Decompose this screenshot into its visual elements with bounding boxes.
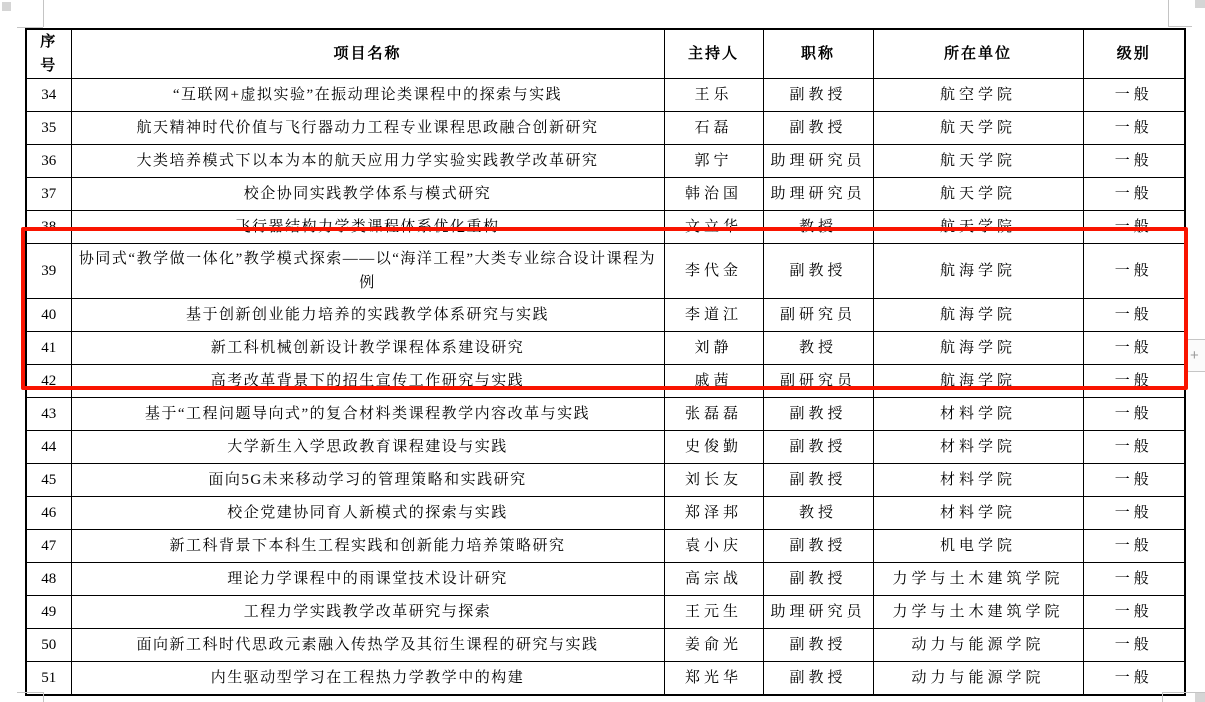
- header-host[interactable]: 主持人: [664, 29, 763, 79]
- cell-level[interactable]: 一般: [1083, 398, 1185, 431]
- cell-no[interactable]: 41: [26, 332, 71, 365]
- cell-host[interactable]: 王元生: [664, 596, 763, 629]
- cell-level[interactable]: 一般: [1083, 299, 1185, 332]
- margin-crop-mark: [43, 692, 44, 702]
- cell-no[interactable]: 44: [26, 431, 71, 464]
- cell-title[interactable]: 助理研究员: [763, 596, 873, 629]
- cell-project[interactable]: 高考改革背景下的招生宣传工作研究与实践: [71, 365, 664, 398]
- margin-crop-mark: [1162, 692, 1205, 693]
- cell-unit[interactable]: 材料学院: [873, 398, 1083, 431]
- cell-unit[interactable]: 航天学院: [873, 112, 1083, 145]
- cell-title[interactable]: 副教授: [763, 629, 873, 662]
- cell-project[interactable]: 校企协同实践教学体系与模式研究: [71, 178, 664, 211]
- cell-project[interactable]: 面向5G未来移动学习的管理策略和实践研究: [71, 464, 664, 497]
- cell-title[interactable]: 助理研究员: [763, 178, 873, 211]
- cell-unit[interactable]: 航海学院: [873, 244, 1083, 299]
- table-row: [26, 398, 1185, 431]
- cell-level[interactable]: 一般: [1083, 332, 1185, 365]
- cell-no[interactable]: 48: [26, 563, 71, 596]
- table-row: [26, 211, 1185, 244]
- cell-level[interactable]: 一般: [1083, 662, 1185, 695]
- cell-no[interactable]: 37: [26, 178, 71, 211]
- cell-level[interactable]: 一般: [1083, 145, 1185, 178]
- cell-no[interactable]: 42: [26, 365, 71, 398]
- cell-title[interactable]: 副研究员: [763, 365, 873, 398]
- page-corner-gap: [2, 2, 11, 11]
- cell-no[interactable]: 40: [26, 299, 71, 332]
- margin-crop-mark: [1168, 26, 1192, 27]
- cell-project[interactable]: 大学新生入学思政教育课程建设与实践: [71, 431, 664, 464]
- cell-no[interactable]: 46: [26, 497, 71, 530]
- cell-host[interactable]: 史俊勤: [664, 431, 763, 464]
- cell-host[interactable]: 郑泽邦: [664, 497, 763, 530]
- cell-host[interactable]: 高宗战: [664, 563, 763, 596]
- cell-project[interactable]: 新工科机械创新设计教学课程体系建设研究: [71, 332, 664, 365]
- cell-project[interactable]: 基于“工程问题导向式”的复合材料类课程教学内容改革与实践: [71, 398, 664, 431]
- cell-project[interactable]: 内生驱动型学习在工程热力学教学中的构建: [71, 662, 664, 695]
- table-row: [26, 244, 1185, 299]
- cell-unit[interactable]: 机电学院: [873, 530, 1083, 563]
- cell-host[interactable]: 袁小庆: [664, 530, 763, 563]
- cell-title[interactable]: 副教授: [763, 398, 873, 431]
- cell-host[interactable]: 戚茜: [664, 365, 763, 398]
- cell-host[interactable]: 刘长友: [664, 464, 763, 497]
- cell-project[interactable]: 基于创新创业能力培养的实践教学体系研究与实践: [71, 299, 664, 332]
- cell-level[interactable]: 一般: [1083, 365, 1185, 398]
- table-body: [26, 79, 1185, 695]
- cell-unit[interactable]: 航海学院: [873, 332, 1083, 365]
- cell-unit[interactable]: 材料学院: [873, 431, 1083, 464]
- cell-level[interactable]: 一般: [1083, 629, 1185, 662]
- cell-no[interactable]: 50: [26, 629, 71, 662]
- table-header-row: [26, 29, 1185, 79]
- header-level[interactable]: 级别: [1083, 29, 1185, 79]
- cell-level[interactable]: 一般: [1083, 178, 1185, 211]
- cell-unit[interactable]: 动力与能源学院: [873, 662, 1083, 695]
- table-row: [26, 629, 1185, 662]
- cell-title[interactable]: 教授: [763, 497, 873, 530]
- cell-host[interactable]: 李道江: [664, 299, 763, 332]
- cell-host[interactable]: 韩治国: [664, 178, 763, 211]
- cell-host[interactable]: 王乐: [664, 79, 763, 112]
- cell-no[interactable]: 51: [26, 662, 71, 695]
- cell-level[interactable]: 一般: [1083, 431, 1185, 464]
- margin-crop-mark: [17, 27, 43, 28]
- cell-host[interactable]: 石磊: [664, 112, 763, 145]
- cell-project[interactable]: 校企党建协同育人新模式的探索与实践: [71, 497, 664, 530]
- cell-no[interactable]: 35: [26, 112, 71, 145]
- cell-unit[interactable]: 航天学院: [873, 211, 1083, 244]
- cell-project[interactable]: 新工科背景下本科生工程实践和创新能力培养策略研究: [71, 530, 664, 563]
- cell-unit[interactable]: 力学与土木建筑学院: [873, 596, 1083, 629]
- cell-project[interactable]: 航天精神时代价值与飞行器动力工程专业课程思政融合创新研究: [71, 112, 664, 145]
- cell-title[interactable]: 副教授: [763, 563, 873, 596]
- cell-unit[interactable]: 航海学院: [873, 299, 1083, 332]
- table-row: [26, 530, 1185, 563]
- cell-title[interactable]: 副教授: [763, 431, 873, 464]
- cell-host[interactable]: 李代金: [664, 244, 763, 299]
- table-row: [26, 79, 1185, 112]
- table-row: [26, 365, 1185, 398]
- table-row: [26, 497, 1185, 530]
- margin-crop-mark: [1162, 692, 1163, 702]
- cell-unit[interactable]: 动力与能源学院: [873, 629, 1083, 662]
- cell-level[interactable]: 一般: [1083, 79, 1185, 112]
- cell-title[interactable]: 教授: [763, 332, 873, 365]
- projects-table: [25, 28, 1186, 696]
- cell-no[interactable]: 39: [26, 244, 71, 299]
- cell-host[interactable]: 郭宁: [664, 145, 763, 178]
- cell-unit[interactable]: 航天学院: [873, 178, 1083, 211]
- add-button[interactable]: [1185, 339, 1205, 372]
- header-unit[interactable]: 所在单位: [873, 29, 1083, 79]
- table-row: [26, 299, 1185, 332]
- cell-unit[interactable]: 力学与土木建筑学院: [873, 563, 1083, 596]
- cell-project[interactable]: “互联网+虚拟实验”在振动理论类课程中的探索与实践: [71, 79, 664, 112]
- cell-level[interactable]: 一般: [1083, 563, 1185, 596]
- cell-title[interactable]: 副研究员: [763, 299, 873, 332]
- cell-title[interactable]: 教授: [763, 211, 873, 244]
- table-row: [26, 596, 1185, 629]
- header-project-name[interactable]: 项目名称: [71, 29, 664, 79]
- cell-no[interactable]: 49: [26, 596, 71, 629]
- margin-crop-mark: [43, 0, 44, 27]
- cell-unit[interactable]: 航天学院: [873, 145, 1083, 178]
- cell-level[interactable]: 一般: [1083, 530, 1185, 563]
- cell-no[interactable]: 34: [26, 79, 71, 112]
- cell-no[interactable]: 47: [26, 530, 71, 563]
- plus-icon: +: [1190, 347, 1199, 364]
- cell-unit[interactable]: 航海学院: [873, 365, 1083, 398]
- cell-project[interactable]: 工程力学实践教学改革研究与探索: [71, 596, 664, 629]
- cell-level[interactable]: 一般: [1083, 211, 1185, 244]
- cell-project[interactable]: 协同式“教学做一体化”教学模式探索——以“海洋工程”大类专业综合设计课程为例: [71, 244, 664, 299]
- cell-host[interactable]: 刘静: [664, 332, 763, 365]
- cell-level[interactable]: 一般: [1083, 596, 1185, 629]
- cell-host[interactable]: 张磊磊: [664, 398, 763, 431]
- header-no[interactable]: 序号: [26, 29, 71, 79]
- cell-title[interactable]: 助理研究员: [763, 145, 873, 178]
- margin-crop-mark: [17, 692, 43, 693]
- cell-host[interactable]: 姜俞光: [664, 629, 763, 662]
- cell-level[interactable]: 一般: [1083, 244, 1185, 299]
- cell-no[interactable]: 45: [26, 464, 71, 497]
- header-title[interactable]: 职称: [763, 29, 873, 79]
- table-row: [26, 112, 1185, 145]
- cell-unit[interactable]: 材料学院: [873, 497, 1083, 530]
- cell-no[interactable]: 38: [26, 211, 71, 244]
- cell-level[interactable]: 一般: [1083, 464, 1185, 497]
- cell-host[interactable]: 文立华: [664, 211, 763, 244]
- page-corner-gap: [1195, 693, 1205, 702]
- cell-no[interactable]: 36: [26, 145, 71, 178]
- cell-title[interactable]: 副教授: [763, 79, 873, 112]
- cell-host[interactable]: 郑光华: [664, 662, 763, 695]
- cell-title[interactable]: 副教授: [763, 662, 873, 695]
- cell-title[interactable]: 副教授: [763, 464, 873, 497]
- cell-no[interactable]: 43: [26, 398, 71, 431]
- table-row: [26, 178, 1185, 211]
- table-row: [26, 464, 1185, 497]
- table-row: [26, 431, 1185, 464]
- cell-level[interactable]: 一般: [1083, 112, 1185, 145]
- cell-level[interactable]: 一般: [1083, 497, 1185, 530]
- page-corner-gap: [1195, 0, 1205, 8]
- cell-title[interactable]: 副教授: [763, 244, 873, 299]
- table-row: [26, 662, 1185, 695]
- cell-unit[interactable]: 材料学院: [873, 464, 1083, 497]
- table-row: [26, 563, 1185, 596]
- cell-project[interactable]: 理论力学课程中的雨课堂技术设计研究: [71, 563, 664, 596]
- cell-title[interactable]: 副教授: [763, 112, 873, 145]
- cell-project[interactable]: 面向新工科时代思政元素融入传热学及其衍生课程的研究与实践: [71, 629, 664, 662]
- margin-crop-mark: [1168, 0, 1169, 26]
- table-row: [26, 145, 1185, 178]
- cell-title[interactable]: 副教授: [763, 530, 873, 563]
- cell-unit[interactable]: 航空学院: [873, 79, 1083, 112]
- table-row: [26, 332, 1185, 365]
- cell-project[interactable]: 大类培养模式下以本为本的航天应用力学实验实践教学改革研究: [71, 145, 664, 178]
- cell-project[interactable]: 飞行器结构力学类课程体系优化重构: [71, 211, 664, 244]
